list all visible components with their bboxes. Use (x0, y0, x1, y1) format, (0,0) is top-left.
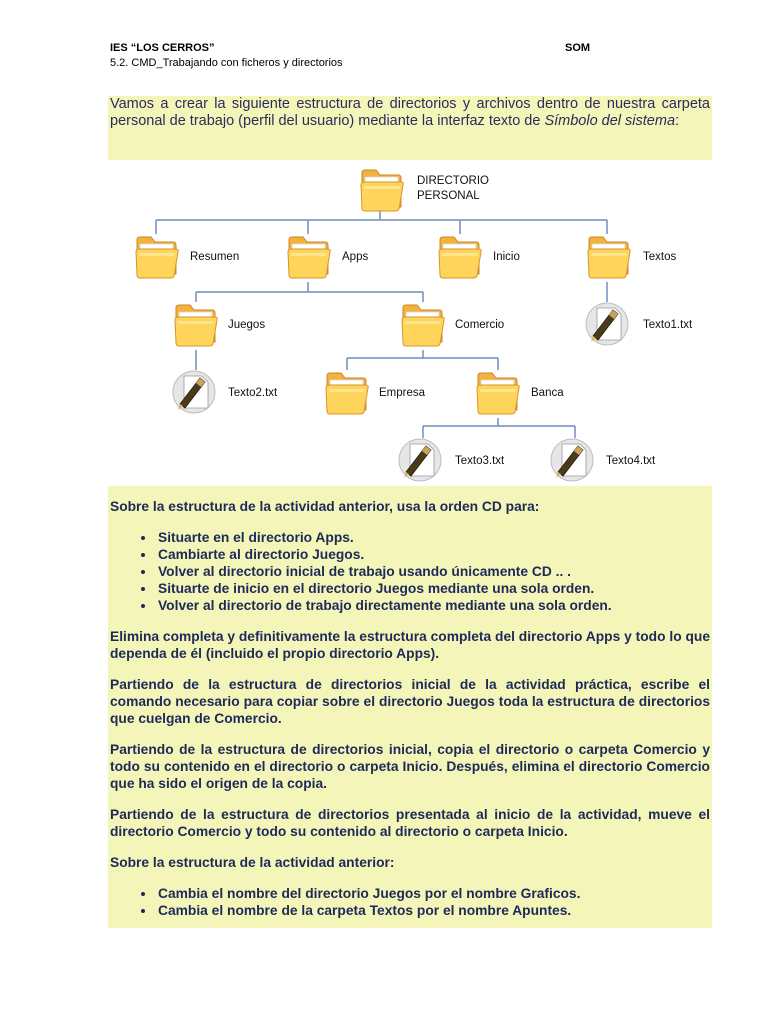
text-file-icon (399, 439, 441, 481)
list-item: • Situarte en el directorio Apps. (156, 529, 710, 546)
folder-icon (588, 237, 630, 278)
folder-label-textos: Textos (643, 251, 677, 263)
root-label-line2: PERSONAL (417, 190, 480, 202)
intro-italic: Símbolo del sistema (544, 113, 676, 129)
file-label-texto3: Texto3.txt (455, 455, 505, 467)
list-item: • Cambiarte al directorio Juegos. (156, 546, 710, 563)
directory-tree-diagram (110, 162, 710, 482)
folder-label-banca: Banca (531, 387, 564, 399)
list-item: • Cambia el nombre del directorio Juegos por el nombre Graficos. (156, 885, 710, 902)
intro-end: : (675, 113, 680, 129)
root-label-line1: DIRECTORIO (417, 175, 489, 187)
text-file-icon (173, 371, 215, 413)
folder-label-apps: Apps (342, 251, 369, 263)
file-label-texto1: Texto1.txt (643, 319, 693, 331)
task-copy-comercio: Partiendo de la estructura de directorios inicial, copia el directorio o carpeta Comercio y todo su contenido en el directorio o carpeta Inicio. Después, elimina el directorio Comercio que ha sido el origen de la copia. (110, 742, 710, 791)
list-item: • Volver al directorio de trabajo directamente mediante una sola orden. (156, 597, 710, 614)
task-move-comercio: Partiendo de la estructura de directorios presentada al inicio de la actividad, mueve el directorio Comercio y todo su contenido al directorio o carpeta Inicio. (110, 807, 710, 839)
folder-icon (477, 373, 519, 414)
folder-label-resumen: Resumen (190, 251, 240, 263)
list-item: • Volver al directorio inicial de trabajo usando únicamente CD .. . (156, 563, 710, 580)
document-subtitle: 5.2. CMD_Trabajando con ficheros y directorios (110, 57, 343, 69)
list-item: • Situarte de inicio en el directorio Juegos mediante una sola orden. (156, 580, 710, 597)
folder-icon (136, 237, 178, 278)
text-file-icon (586, 303, 628, 345)
cd-task-list (110, 529, 710, 614)
folder-label-empresa: Empresa (379, 387, 426, 399)
subject-name: SOM (565, 42, 591, 54)
file-label-texto4: Texto4.txt (606, 455, 656, 467)
page-header (110, 42, 710, 69)
task-intro: Sobre la estructura de la actividad anterior, usa la orden CD para: (110, 499, 540, 514)
folder-icon (402, 305, 444, 346)
folder-icon (326, 373, 368, 414)
folder-icon (439, 237, 481, 278)
intro-paragraph (108, 96, 712, 160)
text-file-icon (551, 439, 593, 481)
task-rename-intro: Sobre la estructura de la actividad anterior: (110, 855, 395, 870)
tasks-section (108, 486, 712, 928)
folder-icon (288, 237, 330, 278)
school-name: IES “LOS CERROS” (110, 42, 215, 54)
folder-label-inicio: Inicio (493, 251, 520, 263)
folder-icon (361, 170, 403, 211)
task-delete-apps: Elimina completa y definitivamente la estructura completa del directorio Apps y todo lo que dependa de él (incluido el propio directorio Apps). (110, 629, 710, 661)
intro-text: Vamos a crear la siguiente estructura de directorios y archivos dentro de nuestra carpeta personal de trabajo (perfil del usuario) mediante la interfaz texto de (110, 96, 710, 129)
folder-label-comercio: Comercio (455, 319, 505, 331)
list-item: • Cambia el nombre de la carpeta Textos por el nombre Apuntes. (156, 902, 710, 919)
rename-task-list (110, 885, 710, 919)
task-copy-to-juegos: Partiendo de la estructura de directorios inicial de la actividad práctica, escribe el comando necesario para copiar sobre el directorio Juegos toda la estructura de directorios que cuelgan de Comercio. (110, 677, 710, 726)
file-label-texto2: Texto2.txt (228, 387, 278, 399)
folder-icon (175, 305, 217, 346)
folder-label-juegos: Juegos (228, 319, 266, 331)
